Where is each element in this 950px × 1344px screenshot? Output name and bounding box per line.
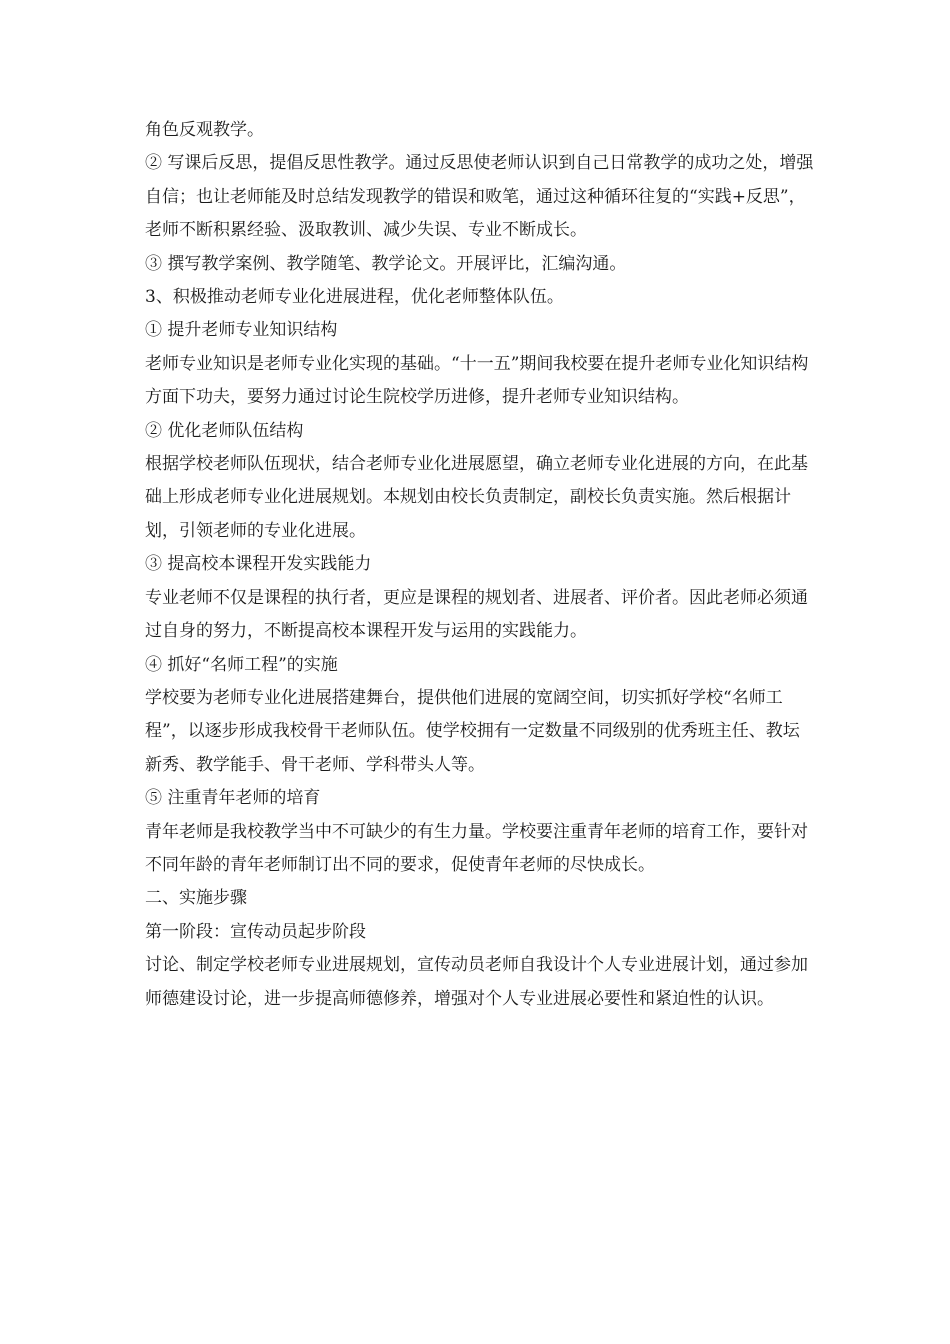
- subheading-young-teachers: ⑤ 注重青年老师的培育: [145, 788, 321, 809]
- paragraph-team-structure: 根据学校老师队伍现状，结合老师专业化进展愿望，确立老师专业化进展的方向，在此基础上形成老师专业化进展规划。本规划由校长负责制定，副校长负责实施。然后根据计划，引领老师的专业化进展。: [145, 454, 808, 541]
- document-body: [145, 114, 815, 1016]
- paragraph-stage-one: 讨论、制定学校老师专业进展规划，宣传动员老师自我设计个人专业进展计划，通过参加师德建设讨论，进一步提高师德修养，增强对个人专业进展必要性和紧迫性的认识。: [145, 955, 808, 1009]
- paragraph-role-reflection: 角色反观教学。: [145, 120, 264, 140]
- paragraph-curriculum-ability: 专业老师不仅是课程的执行者，更应是课程的规划者、进展者、评价者。因此老师必须通过自身的努力，不断提高校本课程开发与运用的实践能力。: [145, 587, 808, 642]
- subheading-curriculum-ability: ③ 提高校本课程开发实践能力: [145, 554, 372, 575]
- subheading-team-structure: ② 优化老师队伍结构: [145, 420, 304, 441]
- paragraph-item-write-cases: ③ 撰写教学案例、教学随笔、教学论文。开展评比，汇编沟通。: [145, 253, 627, 274]
- paragraph-young-teachers: 青年老师是我校教学当中不可缺少的有生力量。学校要注重青年老师的培育工作，要针对不同年龄的青年老师制订出不同的要求，促使青年老师的尽快成长。: [145, 821, 808, 875]
- paragraph-knowledge-structure: 老师专业知识是老师专业化实现的基础。“十一五”期间我校要在提升老师专业化知识结构方面下功夫，要努力通过讨论生院校学历进修，提升老师专业知识结构。: [145, 353, 809, 408]
- section-heading-implementation: 二、实施步骤: [145, 888, 247, 909]
- subheading-knowledge-structure: ① 提升老师专业知识结构: [145, 320, 338, 341]
- paragraph-famous-teacher-project: 学校要为老师专业化进展搭建舞台，提供他们进展的宽阔空间，切实抓好学校“名师工程”，以逐步形成我校骨干老师队伍。使学校拥有一定数量不同级别的优秀班主任、教坛新秀、教学能手、骨干老师、学科带头人等。: [145, 687, 800, 775]
- subheading-famous-teacher-project: ④ 抓好“名师工程”的实施: [145, 654, 338, 675]
- paragraph-item-write-reflection: ② 写课后反思，提倡反思性教学。通过反思使老师认识到自己日常教学的成功之处，增强自信；也让老师能及时总结发现教学的错误和败笔，通过这种循环往复的“实践+反思”，老师不断积累经验、汲取教训、减少失误、专业不断成长。: [145, 153, 814, 241]
- section-heading-3: 3、积极推动老师专业化进展进程，优化老师整体队伍。: [145, 287, 564, 308]
- subheading-stage-one: 第一阶段：宣传动员起步阶段: [145, 921, 366, 942]
